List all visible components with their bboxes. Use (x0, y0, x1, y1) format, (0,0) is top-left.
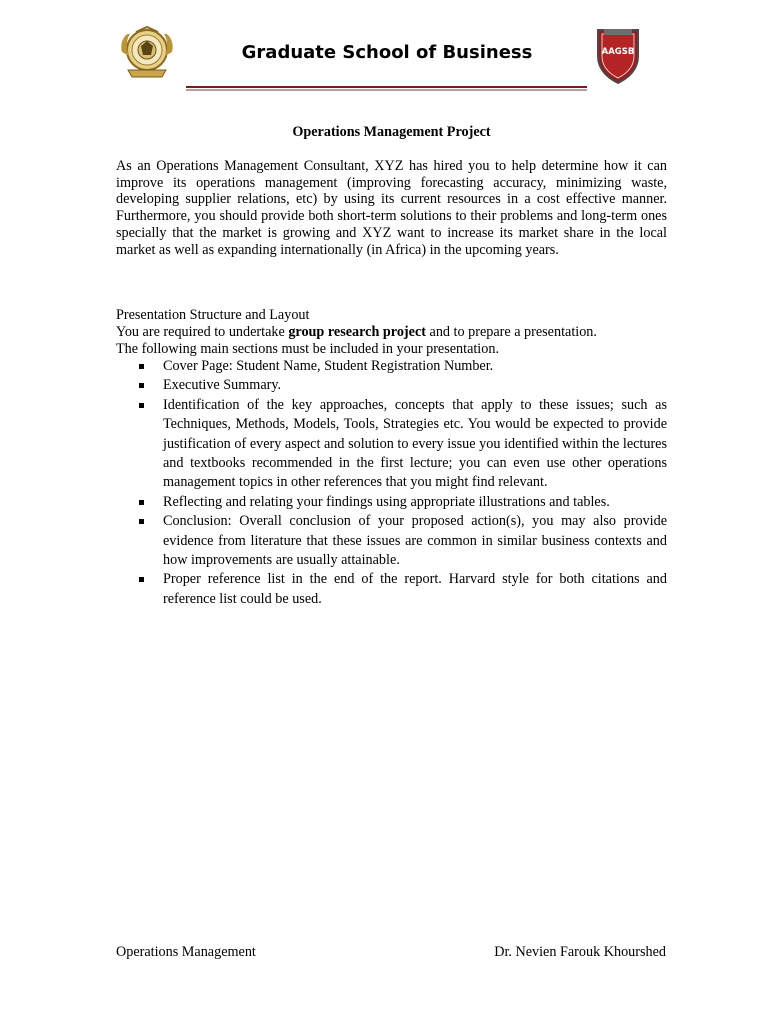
footer-author: Dr. Nevien Farouk Khourshed (494, 944, 666, 960)
list-item-text: Proper reference list in the end of the report. Harvard style for both citations and reference list could be used. (163, 571, 667, 607)
bullet-square-icon (139, 519, 144, 524)
aagsb-logo-text: AAGSB (601, 47, 635, 57)
footer-course: Operations Management (116, 944, 256, 960)
bullet-square-icon (139, 577, 144, 582)
list-item (116, 396, 667, 493)
list-item-text: Cover Page: Student Name, Student Registration Number. (163, 358, 494, 374)
sections-list (116, 357, 667, 609)
list-item (116, 376, 667, 395)
eagle-emblem-icon (116, 24, 178, 84)
list-item-text: Executive Summary. (163, 377, 282, 394)
list-item-text: Conclusion: Overall conclusion of your proposed action(s), you may also provide evidence from literature that these issues are common in similar business contexts and how improvements are usually attainable. (163, 513, 667, 569)
section-heading: Presentation Structure and Layout (116, 307, 310, 323)
bullet-square-icon (139, 364, 144, 369)
list-item (116, 512, 667, 570)
header-divider (186, 86, 587, 91)
bullet-square-icon (139, 383, 144, 388)
intro-paragraph: As an Operations Management Consultant, XYZ has hired you to help determine how it can improve its operations management (improving forecasting accuracy, minimizing waste, developing supplier relations, etc) by using its current resources in a cost effective manner. Furthermore, you should provide both short-term solutions to their problems and long-term ones specially that the market is growing and XYZ want to increase its market share in the local market as well as expanding internationally (in Africa) in the upcoming years. (116, 158, 667, 258)
bullet-square-icon (139, 403, 144, 408)
list-item (116, 570, 667, 609)
list-item-text: Identification of the key approaches, concepts that apply to these issues; such as Techniques, Methods, Models, Tools, Strategies etc. You would be expected to provide justification of every aspect and solution to every issue you identified within the lectures and textbooks recommended in the first lecture; you can even use other operations management topics in other references that you might find relevant. (163, 396, 667, 491)
list-item (116, 493, 667, 512)
requirement-text-before: You are required to undertake (116, 324, 289, 340)
document-title: Operations Management Project (292, 124, 491, 140)
requirement-text-after: and to prepare a presentation. (425, 324, 597, 340)
requirement-emphasis: group research project (288, 324, 426, 340)
bullet-square-icon (139, 500, 144, 505)
school-title: Graduate School of Business (241, 42, 533, 63)
list-item (116, 357, 667, 376)
requirement-line (116, 324, 597, 341)
list-item-text: Reflecting and relating your findings using appropriate illustrations and tables. (163, 493, 610, 510)
sections-intro: The following main sections must be included in your presentation. (116, 341, 499, 357)
aagsb-shield-icon (595, 26, 641, 86)
